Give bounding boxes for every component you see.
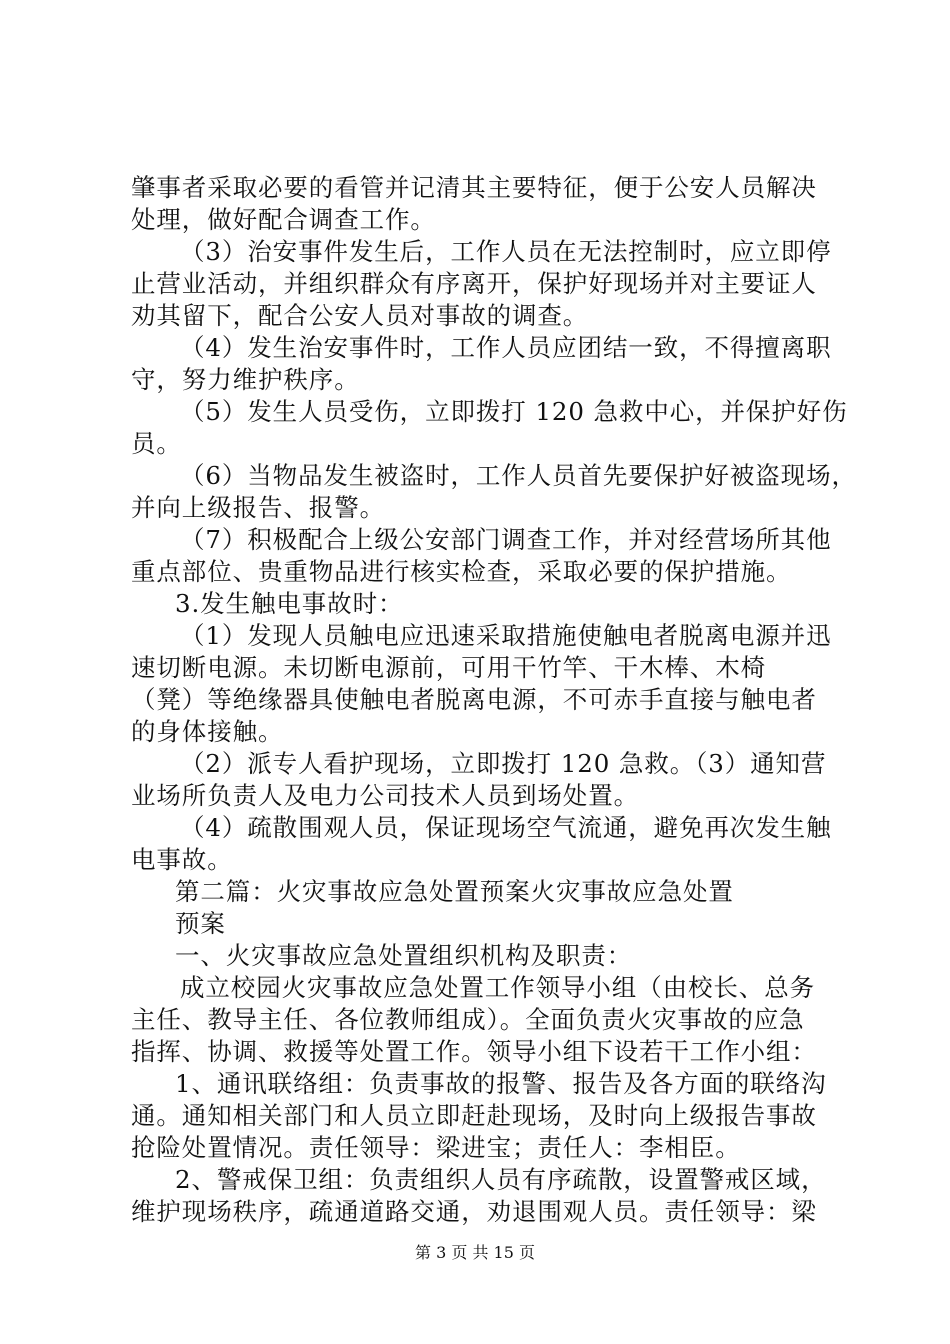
text-line: 重点部位、贵重物品进行核实检查，采取必要的保护措施。 bbox=[131, 557, 792, 586]
section-heading: 3.发生触电事故时： bbox=[175, 589, 404, 618]
text-line: 电事故。 bbox=[131, 845, 233, 874]
text-line: 处理，做好配合调查工作。 bbox=[131, 205, 436, 234]
text-line: 2、警戒保卫组：负责组织人员有序疏散，设置警戒区域， bbox=[175, 1165, 827, 1194]
text-line: （7）积极配合上级公安部门调查工作，并对经营场所其他 bbox=[180, 525, 832, 554]
text-line: 肇事者采取必要的看管并记清其主要特征，便于公安人员解决 bbox=[131, 173, 817, 202]
text-line: 主任、教导主任、各位教师组成）。全面负责火灾事故的应急 bbox=[131, 1005, 805, 1034]
text-line: 速切断电源。未切断电源前，可用干竹竿、干木棒、木椅 bbox=[131, 653, 766, 682]
text-line: 的身体接触。 bbox=[131, 717, 284, 746]
text-line: 抢险处置情况。责任领导：梁进宝；责任人：李相臣。 bbox=[131, 1133, 741, 1162]
chapter-title: 预案 bbox=[175, 909, 226, 938]
page-number-footer: 第 3 页 共 15 页 bbox=[415, 1243, 535, 1262]
text-line: （2）派专人看护现场，立即拨打 120 急救。（3）通知营 bbox=[180, 749, 827, 778]
text-line: （6）当物品发生被盗时，工作人员首先要保护好被盗现场， bbox=[180, 461, 857, 490]
text-line: （3）治安事件发生后，工作人员在无法控制时，应立即停 bbox=[180, 237, 832, 266]
section-heading: 一、火灾事故应急处置组织机构及职责： bbox=[175, 941, 633, 970]
text-line: 员。 bbox=[131, 429, 182, 458]
text-line: 通。通知相关部门和人员立即赶赴现场，及时向上级报告事故 bbox=[131, 1101, 817, 1130]
text-line: 成立校园火灾事故应急处置工作领导小组（由校长、总务 bbox=[180, 973, 815, 1002]
text-line: 1、通讯联络组：负责事故的报警、报告及各方面的联络沟 bbox=[175, 1069, 827, 1098]
text-line: 守，努力维护秩序。 bbox=[131, 365, 360, 394]
text-line: （1）发现人员触电应迅速采取措施使触电者脱离电源并迅 bbox=[180, 621, 832, 650]
text-line: （凳）等绝缘器具使触电者脱离电源，不可赤手直接与触电者 bbox=[131, 685, 817, 714]
text-line: （5）发生人员受伤，立即拨打 120 急救中心，并保护好伤 bbox=[180, 397, 848, 426]
text-line: 维护现场秩序，疏通道路交通，劝退围观人员。责任领导：梁 bbox=[131, 1197, 817, 1226]
text-line: 止营业活动，并组织群众有序离开，保护好现场并对主要证人 bbox=[131, 269, 817, 298]
chapter-title: 第二篇：火灾事故应急处置预案火灾事故应急处置 bbox=[175, 877, 734, 906]
text-line: 劝其留下，配合公安人员对事故的调查。 bbox=[131, 301, 589, 330]
text-line: 指挥、协调、救援等处置工作。领导小组下设若干工作小组： bbox=[131, 1037, 817, 1066]
text-line: 并向上级报告、报警。 bbox=[131, 493, 385, 522]
text-line: （4）疏散围观人员，保证现场空气流通，避免再次发生触 bbox=[180, 813, 832, 842]
text-line: （4）发生治安事件时，工作人员应团结一致，不得擅离职 bbox=[180, 333, 832, 362]
text-line: 业场所负责人及电力公司技术人员到场处置。 bbox=[131, 781, 639, 810]
